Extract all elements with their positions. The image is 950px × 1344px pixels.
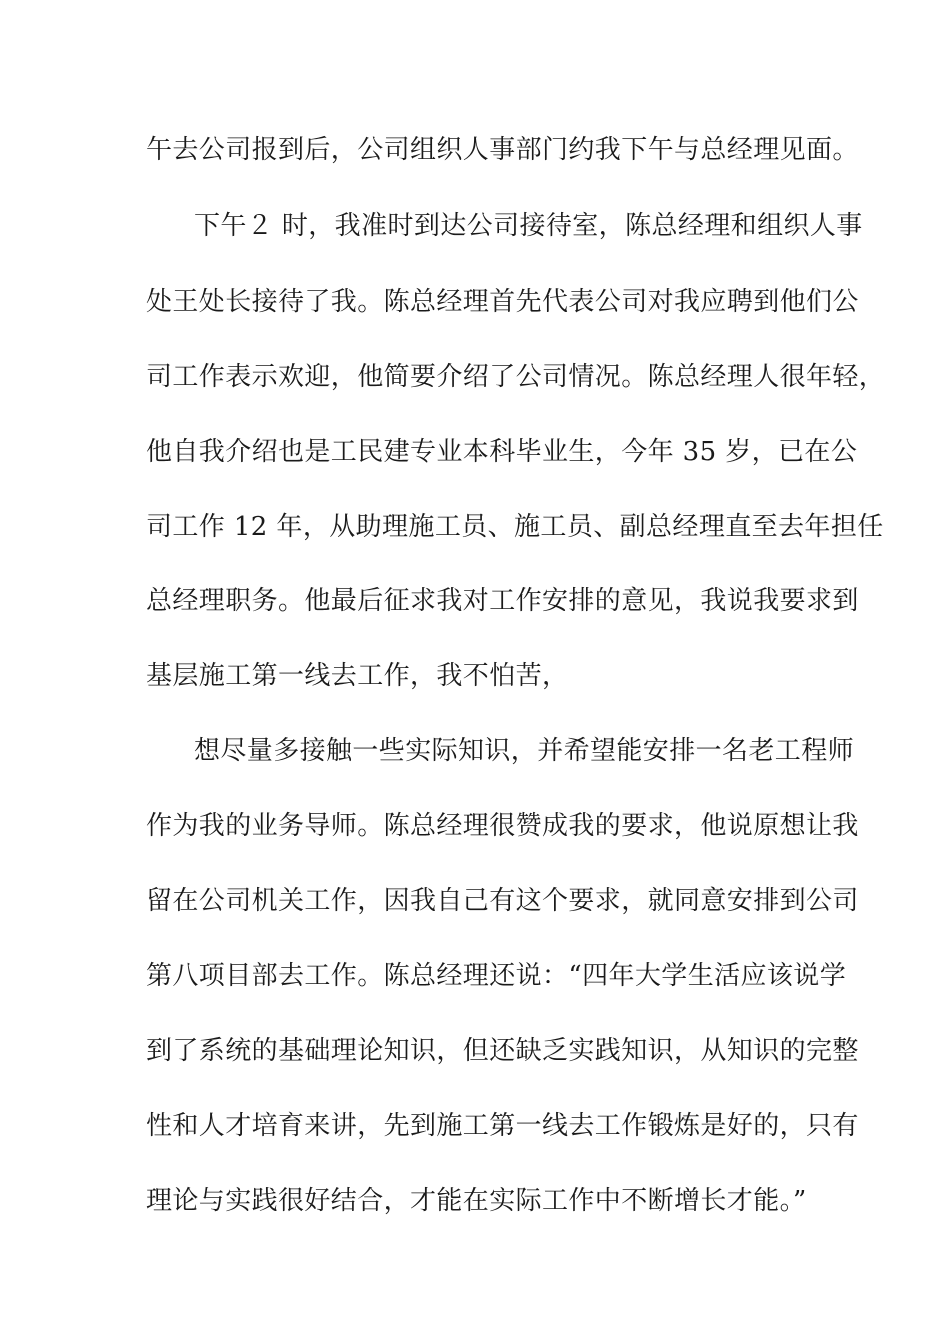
text-line-6: 司工作 12 年，从助理施工员、施工员、副总经理直至去年担任: [146, 512, 884, 542]
text-line-14: 性和人才培育来讲，先到施工第一线去工作锻炼是好的，只有: [146, 1111, 859, 1141]
text-line-8: 基层施工第一线去工作，我不怕苦，: [146, 661, 569, 691]
text-line-11: 留在公司机关工作，因我自己有这个要求，就同意安排到公司: [146, 886, 859, 916]
text-line-13: 到了系统的基础理论知识，但还缺乏实践知识，从知识的完整: [146, 1036, 859, 1066]
text-line-7: 总经理职务。他最后征求我对工作安排的意见，我说我要求到: [146, 586, 859, 616]
text-line-10: 作为我的业务导师。陈总经理很赞成我的要求，他说原想让我: [146, 811, 859, 841]
text-line-4: 司工作表示欢迎，他简要介绍了公司情况。陈总经理人很年轻，: [146, 362, 886, 392]
text-line-9: 想尽量多接触一些实际知识，并希望能安排一名老工程师: [194, 736, 855, 766]
text-line-15: 理论与实践很好结合，才能在实际工作中不断增长才能。”: [146, 1186, 807, 1216]
text-line-3: 处王处长接待了我。陈总经理首先代表公司对我应聘到他们公: [146, 287, 859, 317]
text-line-12: 第八项目部去工作。陈总经理还说：“四年大学生活应该说学: [146, 961, 847, 991]
text-line-2: 下午２ 时，我准时到达公司接待室，陈总经理和组织人事: [194, 211, 863, 241]
text-line-1: 午去公司报到后，公司组织人事部门约我下午与总经理见面。: [146, 135, 859, 165]
text-line-5: 他自我介绍也是工民建专业本科毕业生，今年 35 岁，已在公: [146, 437, 858, 467]
